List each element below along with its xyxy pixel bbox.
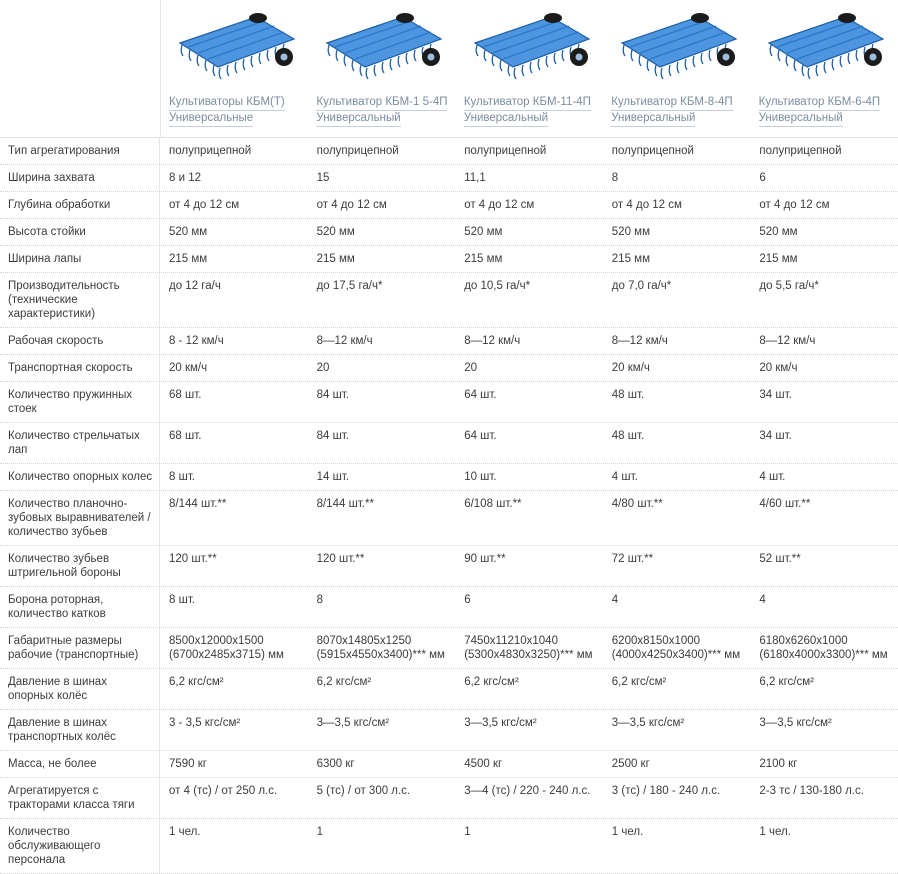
spec-value-cell: 6/108 шт.**	[464, 498, 522, 510]
spec-row-label: Количество обслуживающего персонала	[0, 819, 160, 873]
product-name-line2: Универсальный	[316, 111, 400, 127]
product-image[interactable]	[169, 3, 302, 93]
product-column-header	[603, 0, 750, 137]
product-link[interactable]	[464, 95, 597, 127]
spec-value-cell: 8 и 12	[169, 172, 202, 184]
spec-value-cell: 3 (тс) / 180 - 240 л.с.	[611, 785, 721, 797]
table-row	[0, 246, 898, 273]
spec-value-cell: 6200х8150х1000 (4000х4250х3400)*** мм	[611, 635, 741, 661]
product-image[interactable]	[316, 3, 449, 93]
spec-value-cell: полуприцепной	[759, 145, 842, 157]
spec-value-cell: 8/144 шт.**	[169, 498, 227, 510]
spec-value-cell: 2500 кг	[611, 758, 650, 770]
spec-value-cell: полуприцепной	[611, 145, 694, 157]
spec-row-label: Агрегатируется с тракторами класса тяги	[0, 778, 160, 818]
spec-value-cell: 3—3,5 кгс/см²	[611, 717, 685, 729]
spec-value-cell: 72 шт.**	[611, 553, 654, 565]
spec-value-cell: 20 км/ч	[611, 362, 650, 374]
products-header-row	[0, 0, 898, 138]
spec-value-cell: 520 мм	[464, 226, 503, 238]
spec-value-cell: до 17,5 га/ч*	[316, 280, 383, 292]
spec-value-cell: 6,2 кгс/см²	[464, 676, 519, 688]
product-name-line2: Универсальный	[464, 111, 548, 127]
spec-value-cell: 1	[464, 826, 471, 838]
spec-value-cell: до 12 га/ч	[169, 280, 221, 292]
spec-value-cell: 20	[464, 362, 477, 374]
spec-value-cell: 1 чел.	[611, 826, 644, 838]
spec-value-cell: 84 шт.	[316, 430, 349, 442]
table-row	[0, 355, 898, 382]
spec-value-cell: 6,2 кгс/см²	[759, 676, 814, 688]
table-row	[0, 219, 898, 246]
spec-row-label: Давление в шинах опорных колёс	[0, 669, 160, 709]
spec-value-cell: 8	[316, 594, 323, 606]
cultivator-icon	[172, 5, 300, 91]
spec-value-cell: 64 шт.	[464, 389, 497, 401]
spec-row-label: Масса, не более	[0, 751, 160, 777]
product-link[interactable]	[759, 95, 892, 127]
spec-value-cell: 8 - 12 км/ч	[169, 335, 224, 347]
spec-value-cell: 8 шт.	[169, 594, 196, 606]
spec-value-cell: 7450х11210х1040 (5300х4830х3250)*** мм	[464, 635, 593, 661]
spec-value-cell: от 4 до 12 см	[169, 199, 240, 211]
spec-value-cell: 14 шт.	[316, 471, 349, 483]
spec-value-cell: 6,2 кгс/см²	[316, 676, 372, 688]
spec-value-cell: от 4 до 12 см	[464, 199, 535, 211]
spec-value-cell: 8/144 шт.**	[316, 498, 374, 510]
spec-value-cell: 6300 кг	[316, 758, 355, 770]
spec-value-cell: 8—12 км/ч	[611, 335, 668, 347]
spec-value-cell: 4500 кг	[464, 758, 503, 770]
table-row	[0, 628, 898, 669]
spec-row-label: Количество планочно-зубовых выравнивателей / количество зубьев	[0, 491, 160, 545]
spec-value-cell: 34 шт.	[759, 389, 792, 401]
spec-value-cell: 1 чел.	[759, 826, 791, 838]
product-name-line2: Универсальный	[611, 111, 695, 127]
spec-value-cell: 2-3 тс / 130-180 л.с.	[759, 785, 864, 797]
table-row	[0, 138, 898, 165]
spec-value-cell: 520 мм	[169, 226, 208, 238]
spec-value-cell: 8—12 км/ч	[759, 335, 816, 347]
spec-row-label: Габаритные размеры рабочие (транспортные)	[0, 628, 160, 668]
product-name-line1: Культиватор КБМ-6-4П	[759, 95, 880, 111]
spec-value-cell: 48 шт.	[611, 389, 645, 401]
product-name-line2: Универсальные	[169, 111, 253, 127]
table-row	[0, 587, 898, 628]
spec-value-cell: 15	[316, 172, 330, 184]
spec-row-label: Ширина лапы	[0, 246, 160, 272]
spec-value-cell: 3—3,5 кгс/см²	[316, 717, 390, 729]
spec-value-cell: 120 шт.**	[316, 553, 365, 565]
product-image[interactable]	[759, 3, 892, 93]
spec-value-cell: 8—12 км/ч	[464, 335, 521, 347]
cultivator-icon	[761, 5, 889, 91]
spec-value-cell: 2100 кг	[759, 758, 798, 770]
spec-value-cell: 11,1	[464, 172, 486, 184]
spec-row-label: Борона роторная, количество катков	[0, 587, 160, 627]
spec-value-cell: 6,2 кгс/см²	[169, 676, 224, 688]
header-label-spacer	[0, 0, 161, 137]
spec-row-label: Количество опорных колес	[0, 464, 160, 490]
spec-value-cell: 52 шт.**	[759, 553, 801, 565]
spec-value-cell: 4 шт.	[611, 471, 638, 483]
table-row	[0, 192, 898, 219]
spec-value-cell: 520 мм	[611, 226, 650, 238]
spec-value-cell: 20	[316, 362, 330, 374]
spec-value-cell: 48 шт.	[611, 430, 645, 442]
spec-value-cell: 4	[611, 594, 619, 606]
spec-value-cell: до 10,5 га/ч*	[464, 280, 531, 292]
cultivator-icon	[467, 5, 595, 91]
product-image[interactable]	[611, 3, 744, 93]
spec-value-cell: 6,2 кгс/см²	[611, 676, 667, 688]
spec-value-cell: 8—12 км/ч	[316, 335, 373, 347]
table-row	[0, 669, 898, 710]
table-row	[0, 751, 898, 778]
spec-value-cell: 20 км/ч	[169, 362, 208, 374]
spec-value-cell: 215 мм	[464, 253, 503, 265]
spec-row-label: Тип агрегатирования	[0, 138, 160, 164]
spec-value-cell: полуприцепной	[464, 145, 547, 157]
spec-value-cell: 6	[759, 172, 766, 184]
spec-value-cell: от 4 до 12 см	[611, 199, 682, 211]
spec-table-body	[0, 138, 898, 874]
spec-row-label: Рабочая скорость	[0, 328, 160, 354]
table-row	[0, 382, 898, 423]
spec-value-cell: до 7,0 га/ч*	[611, 280, 672, 292]
spec-value-cell: 90 шт.**	[464, 553, 506, 565]
spec-value-cell: 215 мм	[169, 253, 208, 265]
spec-row-label: Количество зубьев штригельной бороны	[0, 546, 160, 586]
product-column-header	[161, 0, 308, 137]
spec-value-cell: 3 - 3,5 кгс/см²	[169, 717, 241, 729]
table-row	[0, 819, 898, 874]
table-row	[0, 710, 898, 751]
spec-value-cell: 215 мм	[611, 253, 650, 265]
spec-value-cell: полуприцепной	[316, 145, 399, 157]
product-link[interactable]	[611, 95, 744, 127]
product-name-line1: Культиватор КБМ-1 5-4П	[316, 95, 447, 111]
spec-row-label: Количество стрельчатых лап	[0, 423, 160, 463]
table-row	[0, 778, 898, 819]
spec-value-cell: 68 шт.	[169, 430, 202, 442]
spec-value-cell: 4/80 шт.**	[611, 498, 663, 510]
spec-value-cell: 4	[759, 594, 766, 606]
spec-row-label: Количество пружинных стоек	[0, 382, 160, 422]
spec-value-cell: 215 мм	[759, 253, 798, 265]
spec-value-cell: 3—3,5 кгс/см²	[464, 717, 537, 729]
spec-row-label: Высота стойки	[0, 219, 160, 245]
table-row	[0, 328, 898, 355]
spec-value-cell: полуприцепной	[169, 145, 252, 157]
table-row	[0, 464, 898, 491]
table-row	[0, 491, 898, 546]
spec-value-cell: 68 шт.	[169, 389, 202, 401]
spec-row-label: Производительность (технические характеристики)	[0, 273, 160, 327]
spec-value-cell: 8	[611, 172, 619, 184]
spec-value-cell: 1 чел.	[169, 826, 201, 838]
table-row	[0, 423, 898, 464]
spec-value-cell: 4 шт.	[759, 471, 786, 483]
spec-value-cell: 5 (тс) / от 300 л.с.	[316, 785, 411, 797]
spec-value-cell: 6180х6260х1000 (6180х4000х3300)*** мм	[759, 635, 888, 661]
cultivator-icon	[614, 5, 742, 91]
spec-row-label: Транспортная скорость	[0, 355, 160, 381]
spec-value-cell: 1	[316, 826, 323, 838]
spec-value-cell: от 4 до 12 см	[316, 199, 387, 211]
cultivator-icon	[319, 5, 447, 91]
spec-row-label: Давление в шинах транспортных колёс	[0, 710, 160, 750]
product-column-header	[456, 0, 603, 137]
spec-value-cell: 6	[464, 594, 471, 606]
product-link[interactable]	[316, 95, 449, 127]
product-link[interactable]	[169, 95, 302, 127]
spec-value-cell: от 4 до 12 см	[759, 199, 830, 211]
product-name-line1: Культиваторы КБМ(Т)	[169, 95, 285, 111]
spec-value-cell: 8500х12000х1500 (6700х2485х3715) мм	[169, 635, 284, 661]
spec-value-cell: 520 мм	[759, 226, 798, 238]
spec-value-cell: от 4 (тс) / от 250 л.с.	[169, 785, 278, 797]
spec-value-cell: 215 мм	[316, 253, 355, 265]
spec-value-cell: 3—4 (тс) / 220 - 240 л.с.	[464, 785, 591, 797]
spec-row-label: Ширина захвата	[0, 165, 160, 191]
spec-row-label: Глубина обработки	[0, 192, 160, 218]
product-name-line2: Универсальный	[759, 111, 843, 127]
spec-value-cell: 8070х14805х1250 (5915х4550х3400)*** мм	[316, 635, 445, 661]
product-column-header	[751, 0, 898, 137]
spec-value-cell: 120 шт.**	[169, 553, 217, 565]
spec-value-cell: 34 шт.	[759, 430, 792, 442]
table-row	[0, 546, 898, 587]
spec-value-cell: 84 шт.	[316, 389, 349, 401]
spec-value-cell: 10 шт.	[464, 471, 497, 483]
spec-value-cell: 3—3,5 кгс/см²	[759, 717, 832, 729]
spec-value-cell: 8 шт.	[169, 471, 196, 483]
spec-value-cell: 64 шт.	[464, 430, 497, 442]
spec-value-cell: 4/60 шт.**	[759, 498, 811, 510]
spec-value-cell: 20 км/ч	[759, 362, 798, 374]
product-column-header	[308, 0, 455, 137]
table-row	[0, 273, 898, 328]
spec-value-cell: 520 мм	[316, 226, 355, 238]
product-name-line1: Культиватор КБМ-8-4П	[611, 95, 732, 111]
product-image[interactable]	[464, 3, 597, 93]
table-row	[0, 165, 898, 192]
product-name-line1: Культиватор КБМ-11-4П	[464, 95, 591, 111]
spec-value-cell: до 5,5 га/ч*	[759, 280, 819, 292]
spec-value-cell: 7590 кг	[169, 758, 208, 770]
